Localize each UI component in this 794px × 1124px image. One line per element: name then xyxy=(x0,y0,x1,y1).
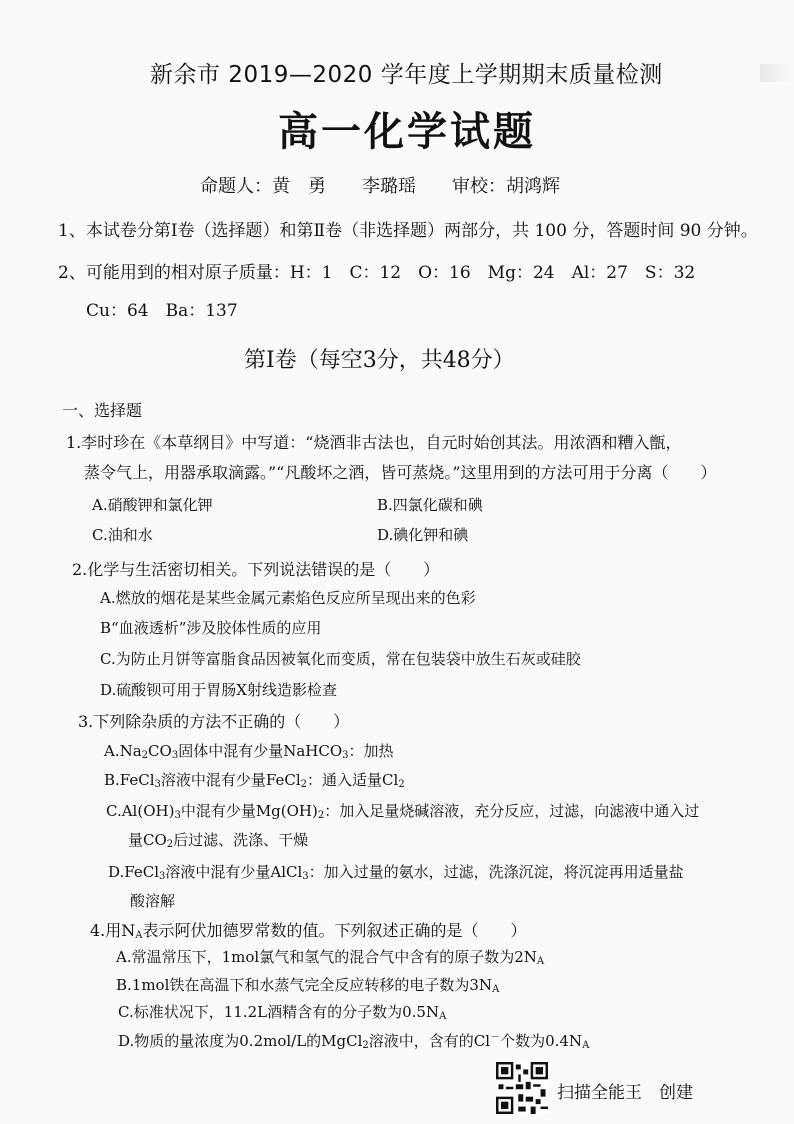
q2-stem: 2.化学与生活密切相关。下列说法错误的是（ ） xyxy=(72,560,440,579)
q1-option-d: D.碘化钾和碘 xyxy=(377,526,469,544)
note-2: 2、可能用到的相对原子质量：H：1 C：12 O：16 Mg：24 Al：27 S：32 xyxy=(58,263,696,283)
section-heading: 一、选择题 xyxy=(62,401,143,420)
q4-option-d: D.物质的量浓度为0.2mol/L的MgCl$_2$溶液中，含有的Cl－个数为$0.4N_A$ xyxy=(118,1032,590,1051)
q3-option-d-cont: 酸溶解 xyxy=(130,892,176,910)
section-title: 第Ⅰ卷（每空3分，共48分） xyxy=(244,348,515,373)
q2-option-c: C.为防止月饼等富脂食品因被氧化而变质，常在包装袋中放生石灰或硅胶 xyxy=(100,650,581,668)
q1-stem-line2: 蒸令气上，用器承取滴露。”“凡酸坏之酒，皆可蒸烧。”这里用到的方法可用于分离（ ） xyxy=(84,463,717,482)
scanner-watermark: 扫描全能王 创建 xyxy=(557,1083,693,1103)
q1-option-a: A.硝酸钾和氯化钾 xyxy=(92,496,213,514)
q4-option-b: B.1mol铁在高温下和水蒸气完全反应转移的电子数为$3N_A$ xyxy=(116,976,500,995)
q4-stem: 4.用$N_A$表示阿伏加德罗常数的值。下列叙述正确的是（ ） xyxy=(90,921,527,941)
q2-option-a: A.燃放的烟花是某些金属元素焰色反应所呈现出来的色彩 xyxy=(100,589,476,607)
q3-option-d: D.FeCl$_3$溶液中混有少量AlCl$_3$：加入过量的氨水，过滤，洗涤沉淀，将沉淀再用适量盐 xyxy=(108,863,684,882)
q2-option-b: B“血液透析”涉及胶体性质的应用 xyxy=(100,619,322,637)
authors-line: 命题人：黄 勇 李璐瑶 审校：胡鸿辉 xyxy=(200,176,560,197)
q3-option-a: $A.Na_2CO_3$固体中混有少量NaHCO$_3$：加热 xyxy=(104,742,394,761)
q2-option-d: D.硫酸钡可用于胃肠X射线造影检查 xyxy=(100,681,337,699)
note-2-cont: Cu：64 Ba：137 xyxy=(86,301,238,321)
note-1: 1、本试卷分第Ⅰ卷（选择题）和第Ⅱ卷（非选择题）两部分，共 100 分，答题时间 90 分钟。 xyxy=(58,221,758,241)
q3-option-b: B.FeCl$_3$溶液中混有少量FeCl$_2$：通入适量$Cl_2$ xyxy=(104,771,405,790)
q3-option-c-cont: 量$CO_2$后过滤、洗涤、干燥 xyxy=(128,831,309,850)
q4-option-a: A.常温常压下，1mol氯气和氢气的混合气中含有的原子数为$2N_A$ xyxy=(116,948,545,967)
qr-code-icon xyxy=(496,1062,548,1114)
q4-option-c: C.标准状况下，11.2L酒精含有的分子数为$0.5N_A$ xyxy=(118,1003,447,1022)
subject-title: 高一化学试题 xyxy=(278,108,536,155)
q1-option-c: C.油和水 xyxy=(92,526,153,544)
scan-edge-artifact xyxy=(760,64,794,82)
q1-option-b: B.四氯化碳和碘 xyxy=(377,496,483,514)
q3-option-c: $C.Al(OH)_3$中混有少量$Mg(OH)_2$：加入足量烧碱溶液，充分反应，过滤，向滤液中通入过 xyxy=(106,802,700,821)
q1-stem-line1: 1.李时珍在《本草纲目》中写道：“烧酒非古法也，自元时始创其法。用浓酒和糟入甑， xyxy=(66,433,682,452)
q3-stem: 3.下列除杂质的方法不正确的（ ） xyxy=(78,712,350,731)
exam-title: 新余市 2019—2020 学年度上学期期末质量检测 xyxy=(150,62,663,88)
